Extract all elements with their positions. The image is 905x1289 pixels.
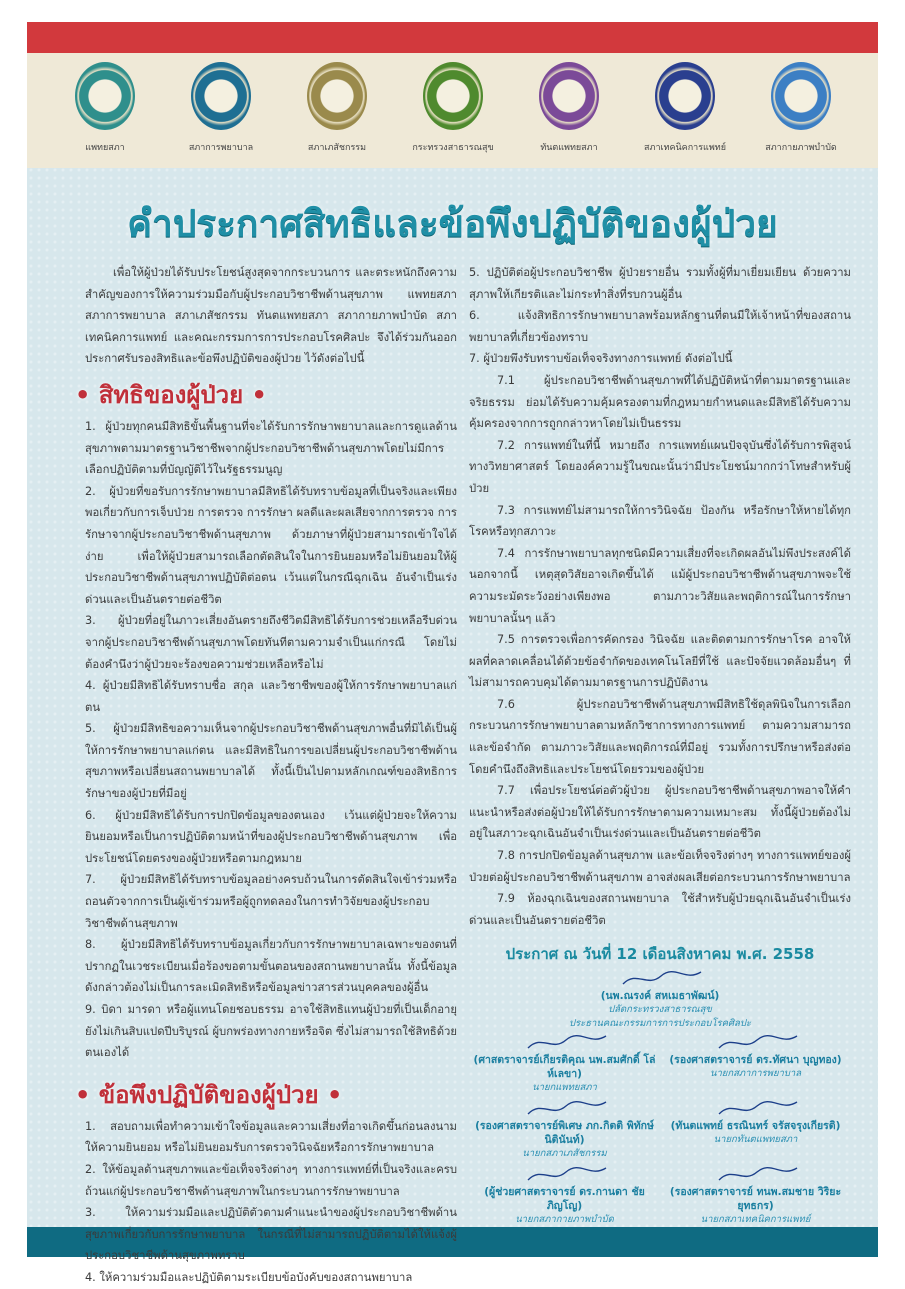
list-item: 7. ผู้ป่วยมีสิทธิได้รับทราบข้อมูลอย่างครบถ้วนในการตัดสินใจเข้าร่วมหรือถอนตัวจากการเป็นผู้เข้าร่วมหรือผู้ถูกทดลองในการทำวิจัยของผู้ประกอบวิชาชีพด้านสุขภาพ — [85, 873, 457, 930]
signatures-grid — [469, 1031, 851, 1229]
list-item: 4. ผู้ป่วยมีสิทธิได้รับทราบชื่อ สกุล และวิชาชีพของผู้ให้การรักษาพยาบาลแก่ตน — [85, 679, 457, 714]
signatory-role: ปลัดกระทรวงสาธารณสุข — [608, 1004, 712, 1016]
handwritten-signature — [510, 1097, 620, 1119]
list-item: 7.1 ผู้ประกอบวิชาชีพด้านสุขภาพที่ได้ปฏิบัติหน้าที่ตามมาตรฐานและจริยธรรม ย่อมได้รับความคุ้มครองตามที่กฎหมายกำหนดและมีสิทธิได้รับความคุ้มครองจากการถูกกล่าวหาโดยไม่เป็นธรรม — [469, 373, 851, 431]
dental-council-seal-icon — [539, 62, 599, 130]
signatory-block — [660, 1097, 851, 1161]
list-item: 1. ผู้ป่วยทุกคนมีสิทธิขั้นพื้นฐานที่จะได้รับการรักษาพยาบาลและการดูแลด้านสุขภาพตามมาตรฐานวิชาชีพจากผู้ประกอบวิชาชีพด้านสุขภาพโดยไม่มีการเลือกปฏิบัติตามที่บัญญัติไว้ในรัฐธรรมนูญ — [85, 419, 457, 477]
logo-item — [403, 62, 503, 154]
signatory-block — [469, 1163, 660, 1227]
handwritten-signature — [510, 1163, 620, 1185]
logo-label: กระทรวงสาธารณสุข — [412, 143, 494, 153]
rights-list — [85, 416, 457, 1064]
left-column — [75, 262, 457, 1289]
signatory-name: (รองศาสตราจารย์ ดร.ทัศนา บุญทอง) — [669, 1054, 842, 1067]
list-item: 2. ผู้ป่วยที่ขอรับการรักษาพยาบาลมีสิทธิได้รับทราบข้อมูลที่เป็นจริงและเพียงพอเกี่ยวกับการเจ็บป่วย การตรวจ การรักษา ผลดีและผลเสียจากการตรวจ การรักษาจากผู้ประกอบวิชาชีพด้านสุขภาพ ด้วยภาษาที่ผู้ป่วยสามารถเข้าใจได้ง่าย เพื่อให้ผู้ป่วยสามารถเลือกตัดสินใจในการยินยอมหรือไม่ยินยอมให้ผู้ประกอบวิชาชีพด้านสุขภาพปฏิบัติต่อตน เว้นแต่ในกรณีฉุกเฉิน อันจำเป็นเร่งด่วนและเป็นอันตรายต่อชีวิต — [85, 484, 457, 606]
intro-paragraph: เพื่อให้ผู้ป่วยได้รับประโยชน์สูงสุดจากกระบวนการ และตระหนักถึงความสำคัญของการให้ความร่วมมือกับผู้ประกอบวิชาชีพด้านสุขภาพ แพทยสภา สภาการพยาบาล สภาเภสัชกรรม ทันตแพทยสภา สภากายภาพบำบัด สภาเทคนิคการแพทย์ และคณะกรรมการการประกอบโรคศิลปะ จึงได้ร่วมกันออกประกาศรับรองสิทธิและข้อพึงปฏิบัติของผู้ป่วย ไว้ดังต่อไปนี้ — [85, 266, 457, 366]
list-item: 8. ผู้ป่วยมีสิทธิได้รับทราบข้อมูลเกี่ยวกับการรักษาพยาบาลเฉพาะของตนที่ปรากฏในเวชระเบียนเมื่อร้องขอตามขั้นตอนของสถานพยาบาลนั้น ทั้งนี้ข้อมูลดังกล่าวต้องไม่เป็นการละเมิดสิทธิหรือข้อมูลข่าวสารส่วนบุคคลของผู้อื่น — [85, 938, 457, 995]
list-item: 2. ให้ข้อมูลด้านสุขภาพและข้อเท็จจริงต่างๆ ทางการแพทย์ที่เป็นจริงและครบถ้วนแก่ผู้ประกอบวิชาชีพด้านสุขภาพในกระบวนการรักษาพยาบาล — [85, 1162, 457, 1198]
logo-label: สภากายภาพบำบัด — [765, 143, 837, 153]
signatory-name: (รองศาสตราจารย์ ทนพ.สมชาย วิริยะยุทธกร) — [669, 1186, 842, 1213]
signatory-block — [469, 967, 851, 1031]
rights-heading: • สิทธิของผู้ป่วย • — [75, 380, 267, 409]
signatory-name: (รองศาสตราจารย์พิเศษ ภก.กิตติ พิทักษ์นิตินันท์) — [475, 1120, 654, 1147]
signatory-block — [469, 1097, 660, 1161]
logo-item — [287, 62, 387, 154]
pharmacy-council-seal-icon — [307, 62, 367, 130]
duties-list-continued — [469, 262, 851, 370]
signatory-block — [660, 1031, 851, 1095]
list-item: 7.8 การปกปิดข้อมูลด้านสุขภาพ และข้อเท็จจริงต่างๆ ทางการแพทย์ของผู้ป่วยต่อผู้ประกอบวิชาชีพด้านสุขภาพ อาจส่งผลเสียต่อกระบวนการรักษาพยาบาล — [469, 849, 851, 884]
list-item: 5. ผู้ป่วยมีสิทธิขอความเห็นจากผู้ประกอบวิชาชีพด้านสุขภาพอื่นที่มิได้เป็นผู้ให้การรักษาพยาบาลแก่ตน และมีสิทธิในการขอเปลี่ยนผู้ประกอบวิชาชีพด้านสุขภาพหรือเปลี่ยนสถานพยาบาลได้ ทั้งนี้เป็นไปตามหลักเกณฑ์ของสิทธิการรักษาของผู้ป่วยที่มีอยู่ — [85, 722, 457, 801]
signatory-role: นายกสภาการพยาบาล — [709, 1068, 802, 1080]
list-item: 7. ผู้ป่วยพึงรับทราบข้อเท็จจริงทางการแพทย์ ดังต่อไปนี้ — [469, 352, 733, 366]
poster — [27, 22, 878, 1284]
medical-council-seal-icon — [75, 62, 135, 130]
logo-label: สภาเภสัชกรรม — [307, 143, 367, 153]
logo-item — [635, 62, 735, 154]
list-item: 7.9 ห้องฉุกเฉินของสถานพยาบาล ใช้สำหรับผู้ป่วยฉุกเฉินอันจำเป็นเร่งด่วนและเป็นอันตรายต่อชีวิต — [469, 892, 851, 927]
list-item: 9. บิดา มารดา หรือผู้แทนโดยชอบธรรม อาจใช้สิทธิแทนผู้ป่วยที่เป็นเด็กอายุยังไม่เกินสิบแปดปีบริบูรณ์ ผู้บกพร่องทางกายหรือจิต ซึ่งไม่สามารถใช้สิทธิด้วยตนเองได้ — [85, 1003, 457, 1060]
declaration-date: ประกาศ ณ วันที่ 12 เดือนสิงหาคม พ.ศ. 2558 — [505, 945, 815, 964]
list-item: 7.3 การแพทย์ไม่สามารถให้การวินิจฉัย ป้องกัน หรือรักษาให้หายได้ทุกโรคหรือทุกสภาวะ — [469, 503, 851, 539]
list-item: 5. ปฏิบัติต่อผู้ประกอบวิชาชีพ ผู้ป่วยรายอื่น รวมทั้งผู้ที่มาเยี่ยมเยียน ด้วยความสุภาพให้เกียรติและไม่กระทำสิ่งที่รบกวนผู้อื่น — [469, 266, 851, 301]
logo-item — [55, 62, 155, 154]
logo-label: ทันตแพทยสภา — [540, 143, 598, 153]
list-item: 7.7 เพื่อประโยชน์ต่อตัวผู้ป่วย ผู้ประกอบวิชาชีพด้านสุขภาพอาจให้คำแนะนำหรือส่งต่อผู้ป่วยให้ได้รับการรักษาตามความเหมาะสม ทั้งนี้ผู้ป่วยต้องไม่อยู่ในสภาวะฉุกเฉินอันจำเป็นเร่งด่วนและเป็นอันตรายต่อชีวิต — [469, 784, 851, 841]
duties-list — [85, 1116, 457, 1289]
nursing-council-seal-icon — [191, 62, 251, 130]
list-item: 3. ให้ความร่วมมือและปฏิบัติตัวตามคำแนะนำของผู้ประกอบวิชาชีพด้านสุขภาพเกี่ยวกับการรักษาพยาบาล ในกรณีที่ไม่สามารถปฏิบัติตามได้ให้แจ้งผู้ประกอบวิชาชีพด้านสุขภาพทราบ — [85, 1206, 457, 1263]
logo-label: สภาการพยาบาล — [188, 143, 254, 153]
signatory-role: นายกแพทยสภา — [532, 1082, 597, 1094]
list-item: 6. ผู้ป่วยมีสิทธิได้รับการปกปิดข้อมูลของตนเอง เว้นแต่ผู้ป่วยจะให้ความยินยอมหรือเป็นการปฏิบัติตามหน้าที่ของผู้ประกอบวิชาชีพด้านสุขภาพ เพื่อประโยชน์โดยตรงของผู้ป่วยหรือตามกฎหมาย — [85, 808, 457, 865]
list-item: 4. ให้ความร่วมมือและปฏิบัติตามระเบียบข้อบังคับของสถานพยาบาล — [85, 1270, 413, 1284]
logo-item — [171, 62, 271, 154]
signatory-block — [469, 1031, 660, 1095]
handwritten-signature — [605, 967, 715, 989]
signatory-name: (ศาสตราจารย์เกียรติคุณ นพ.สมศักดิ์ โล่ห์เลขา) — [473, 1054, 656, 1081]
signatory-role: นายกสภาเทคนิคการแพทย์ — [700, 1214, 811, 1226]
top-red-band — [27, 22, 878, 53]
ministry-public-health-seal-icon — [423, 62, 483, 130]
logo-label: สภาเทคนิคการแพทย์ — [644, 143, 726, 153]
medical-technology-council-seal-icon — [655, 62, 715, 130]
signatory-name: (ผู้ช่วยศาสตราจารย์ ดร.กานดา ชัยภิญโญ) — [484, 1186, 645, 1213]
medical-facts-list — [469, 370, 851, 931]
signatory-role: นายกทันตแพทยสภา — [713, 1134, 798, 1146]
list-item: 3. ผู้ป่วยที่อยู่ในภาวะเสี่ยงอันตรายถึงชีวิตมีสิทธิได้รับการช่วยเหลือรีบด่วนจากผู้ประกอบวิชาชีพด้านสุขภาพโดยทันทีตามความจำเป็นแก่กรณี โดยไม่ต้องคำนึงว่าผู้ป่วยจะร้องขอความช่วยเหลือหรือไม่ — [85, 614, 457, 671]
duties-heading: • ข้อพึงปฏิบัติของผู้ป่วย • — [75, 1080, 343, 1109]
signatory-role: ประธานคณะกรรมการการประกอบโรคศิลปะ — [569, 1018, 751, 1030]
signatory-name: (ทันตแพทย์ ธรณินทร์ จรัสจรุงเกียรติ) — [670, 1120, 841, 1133]
list-item: 7.2 การแพทย์ในที่นี้ หมายถึง การแพทย์แผนปัจจุบันซึ่งได้รับการพิสูจน์ทางวิทยาศาสตร์ โดยองค์ความรู้ในขณะนั้นว่ามีประโยชน์มากกว่าโทษสำหรับผู้ป่วย — [469, 438, 851, 495]
signatory-role: นายกสภาเภสัชกรรม — [522, 1148, 607, 1160]
handwritten-signature — [701, 1031, 811, 1053]
list-item: 1. สอบถามเพื่อทำความเข้าใจข้อมูลและความเสี่ยงที่อาจเกิดขึ้นก่อนลงนามให้ความยินยอม หรือไม่ยินยอมรับการตรวจวินิจฉัยหรือการรักษาพยาบาล — [85, 1119, 457, 1155]
right-column — [469, 262, 851, 1229]
list-item: 7.6 ผู้ประกอบวิชาชีพด้านสุขภาพมีสิทธิใช้ดุลพินิจในการเลือกกระบวนการรักษาพยาบาลตามหลักวิชาการทางการแพทย์ ตามความสามารถและข้อจำกัด ตามภาวะวิสัยและพฤติการณ์ที่มีอยู่ รวมทั้งการปรึกษาหรือส่งต่อโดยคำนึงถึงสิทธิและประโยชน์โดยรวมของผู้ป่วย — [469, 697, 851, 776]
logo-item — [751, 62, 851, 154]
list-item: 7.5 การตรวจเพื่อการคัดกรอง วินิจฉัย และติดตามการรักษาโรค อาจให้ผลที่คลาดเคลื่อนได้ด้วยข้อจำกัดของเทคโนโลยีที่ใช้ และปัจจัยแวดล้อมอื่นๆ ที่ไม่สามารถควบคุมได้ตามมาตรฐานการปฏิบัติงาน — [469, 633, 851, 690]
list-item: 6. แจ้งสิทธิการรักษาพยาบาลพร้อมหลักฐานที่ตนมีให้เจ้าหน้าที่ของสถานพยาบาลที่เกี่ยวข้องทราบ — [469, 309, 851, 344]
list-item: 7.4 การรักษาพยาบาลทุกชนิดมีความเสี่ยงที่จะเกิดผลอันไม่พึงประสงค์ได้ นอกจากนี้ เหตุสุดวิสัยอาจเกิดขึ้นได้ แม้ผู้ประกอบวิชาชีพด้านสุขภาพจะใช้ความระมัดระวังอย่างเพียงพอ ตามภาวะวิสัยและพฤติการณ์ในการรักษาพยาบาลนั้นๆ แล้ว — [469, 546, 851, 625]
signatory-role: นายกสภากายภาพบำบัด — [515, 1214, 614, 1226]
signatory-block — [660, 1163, 851, 1227]
handwritten-signature — [701, 1097, 811, 1119]
page-title: คำประกาศสิทธิและข้อพึงปฏิบัติของผู้ป่วย — [127, 202, 778, 245]
logo-item — [519, 62, 619, 154]
logo-label: แพทยสภา — [85, 143, 125, 153]
handwritten-signature — [510, 1031, 620, 1053]
signatory-name: (นพ.ณรงค์ สหเมธาพัฒน์) — [600, 990, 720, 1003]
signatures-top — [469, 967, 851, 1031]
handwritten-signature — [701, 1163, 811, 1185]
physical-therapy-council-seal-icon — [771, 62, 831, 130]
